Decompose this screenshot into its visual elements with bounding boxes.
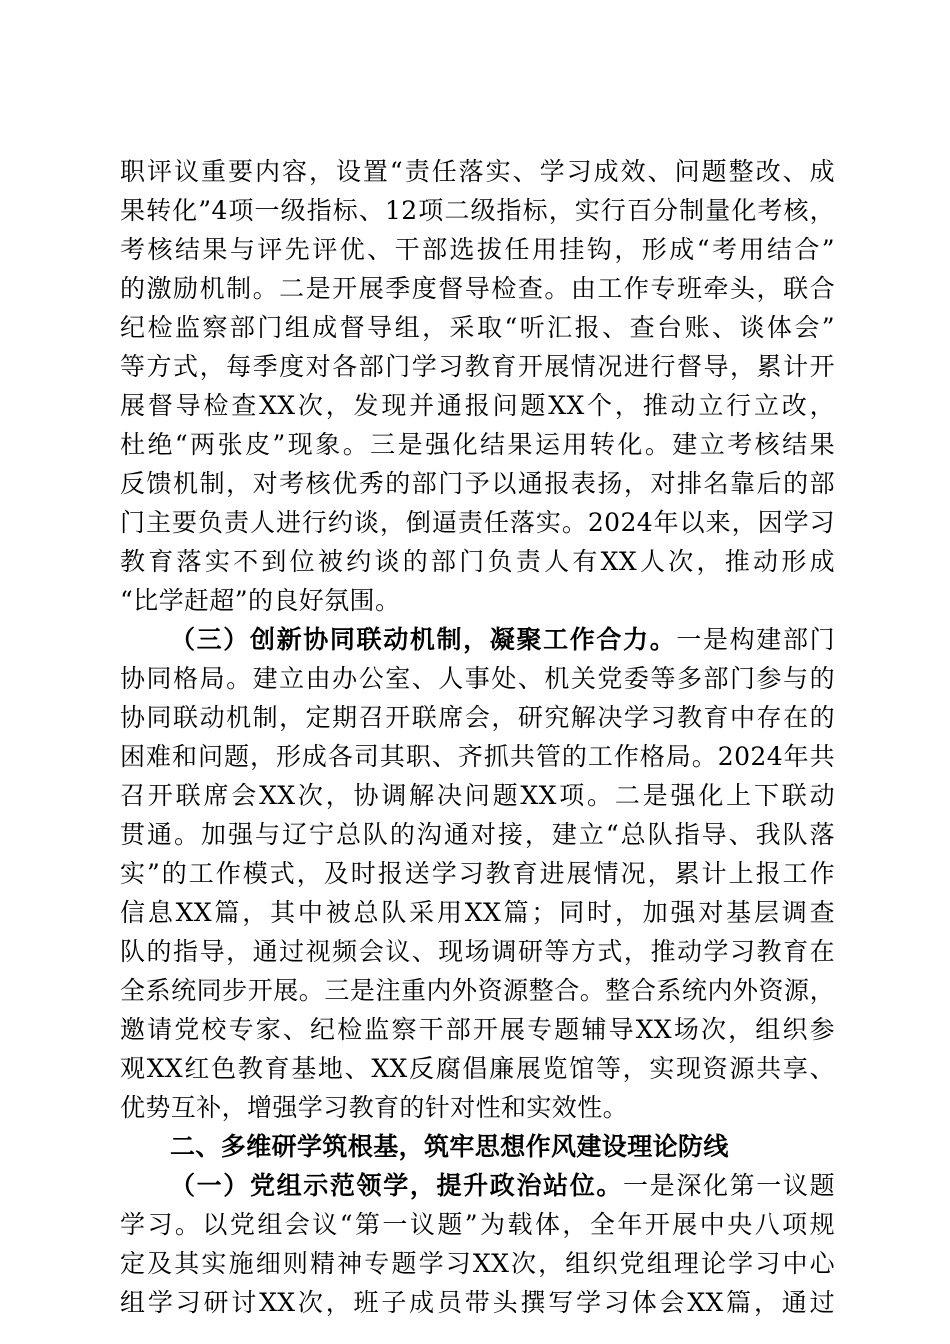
text-line: 困难和问题，形成各司其职、齐抓共管的工作格局。2024年共 <box>120 742 835 771</box>
subsection-heading: （一）党组示范领学，提升政治站位。 <box>170 1171 624 1200</box>
text-line: 队的指导，通过视频会议、现场调研等方式，推动学习教育在 <box>120 937 835 966</box>
subsection-heading: （三）创新协同联动机制，凝聚工作合力。 <box>170 625 677 654</box>
text-line: 职评议重要内容，设置“责任落实、学习成效、问题整改、成 <box>120 157 835 186</box>
document-body <box>120 152 835 1322</box>
paragraph-start-line <box>120 620 835 659</box>
text-line: 纪检监察部门组成督导组，采取“听汇报、查台账、谈体会” <box>120 313 835 342</box>
text-line: 教育落实不到位被约谈的部门负责人有XX人次，推动形成 <box>120 547 835 576</box>
text-line: 信息XX篇，其中被总队采用XX篇；同时，加强对基层调查 <box>120 898 835 927</box>
text-line: 组学习研讨XX次，班子成员带头撰写学习体会XX篇，通过 <box>120 1288 835 1317</box>
text-line: 学习。以党组会议“第一议题”为载体，全年开展中央八项规 <box>120 1210 835 1239</box>
text-line: 协同格局。建立由办公室、人事处、机关党委等多部门参与的 <box>120 664 835 693</box>
text-line: 等方式，每季度对各部门学习教育开展情况进行督导，累计开 <box>120 352 835 381</box>
text-line: “比学赶超”的良好氛围。 <box>120 586 401 615</box>
paragraph-text: 一是构建部门 <box>676 625 835 654</box>
text-line: 门主要负责人进行约谈，倒逼责任落实。2024年以来，因学习 <box>120 508 835 537</box>
section-heading: 二、多维研学筑根基，筑牢思想作风建设理论防线 <box>170 1132 729 1161</box>
text-line: 杜绝“两张皮”现象。三是强化结果运用转化。建立考核结果 <box>120 430 835 459</box>
text-line: 优势互补，增强学习教育的针对性和实效性。 <box>120 1093 629 1122</box>
text-line: 果转化”4项一级指标、12项二级指标，实行百分制量化考核， <box>120 196 835 225</box>
text-line: 反馈机制，对考核优秀的部门予以通报表扬，对排名靠后的部 <box>120 469 835 498</box>
text-line: 贯通。加强与辽宁总队的沟通对接，建立“总队指导、我队落 <box>120 820 835 849</box>
text-line: 召开联席会XX次，协调解决问题XX项。二是强化上下联动 <box>120 781 835 810</box>
text-line: 协同联动机制，定期召开联席会，研究解决学习教育中存在的 <box>120 703 835 732</box>
text-line: 观XX红色教育基地、XX反腐倡廉展览馆等，实现资源共享、 <box>120 1054 835 1083</box>
text-line: 的激励机制。二是开展季度督导检查。由工作专班牵头，联合 <box>120 274 835 303</box>
text-line: 全系统同步开展。三是注重内外资源整合。整合系统内外资源， <box>120 976 835 1005</box>
text-line: 邀请党校专家、纪检监察干部开展专题辅导XX场次，组织参 <box>120 1015 835 1044</box>
text-line: 展督导检查XX次，发现并通报问题XX个，推动立行立改， <box>120 391 835 420</box>
text-line: 定及其实施细则精神专题学习XX次，组织党组理论学习中心 <box>120 1249 835 1278</box>
paragraph-text: 一是深化第一议题 <box>623 1171 835 1200</box>
text-line: 考核结果与评先评优、干部选拔任用挂钩，形成“考用结合” <box>120 235 835 264</box>
paragraph-start-line <box>120 1166 835 1205</box>
text-line: 实”的工作模式，及时报送学习教育进展情况，累计上报工作 <box>120 859 835 888</box>
